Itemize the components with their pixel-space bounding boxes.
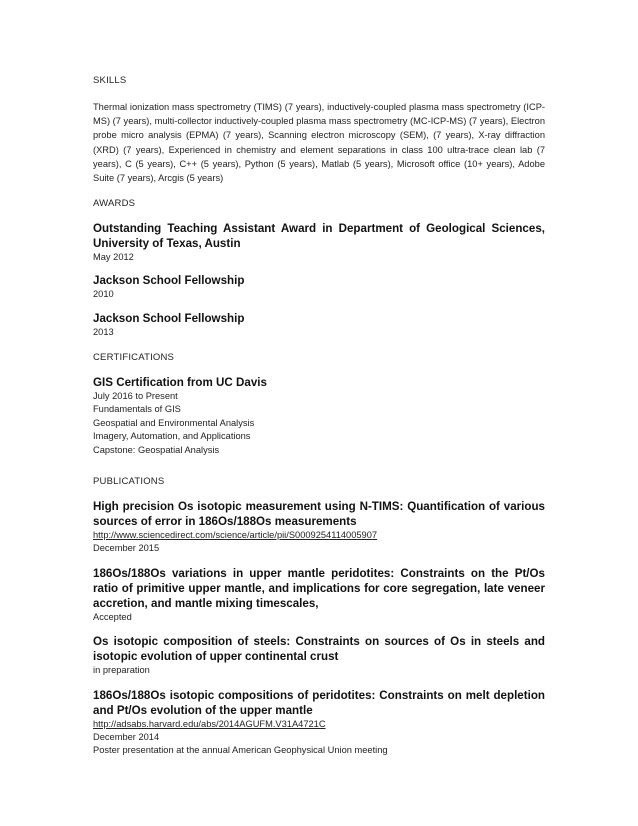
certification-course: Imagery, Automation, and Applications [93, 431, 251, 442]
publication-title: 186Os/188Os isotopic compositions of peridotites: Constraints on melt depletion and Pt/Os evolution of the upper mantle [93, 688, 545, 717]
awards-section [93, 198, 545, 339]
publication-item [93, 566, 545, 624]
certification-date: July 2016 to Present [93, 391, 178, 401]
certification-course: Fundamentals of GIS [93, 404, 181, 415]
award-title: Jackson School Fellowship [93, 274, 245, 288]
skills-heading: SKILLS [93, 75, 127, 86]
certifications-heading: CERTIFICATIONS [93, 352, 175, 363]
publication-item [93, 634, 545, 677]
award-date: 2013 [93, 326, 114, 337]
publication-date: December 2015 [93, 543, 160, 554]
certification-course: Capstone: Geospatial Analysis [93, 444, 220, 455]
award-date: May 2012 [93, 252, 134, 262]
publication-link[interactable]: http://adsabs.harvard.edu/abs/2014AGUFM.V31A4721C [93, 718, 326, 729]
award-item [93, 311, 545, 339]
certifications-section [93, 352, 545, 457]
award-title: Outstanding Teaching Assistant Award in Department of Geological Sciences, University of Texas, Austin [93, 222, 545, 250]
publication-status: in preparation [93, 665, 150, 676]
publication-title: 186Os/188Os variations in upper mantle peridotites: Constraints on the Pt/Os ratio of primitive upper mantle, and implications for core segregation, late veneer accretion, and mantle mixing timescales, [93, 566, 545, 610]
publication-item [93, 688, 545, 758]
skills-section [93, 75, 545, 185]
skills-text: Thermal ionization mass spectrometry (TIMS) (7 years), inductively-coupled plasma mass spectrometry (ICP-MS) (7 years), multi-collector inductively-coupled plasma mass spectrometry (MC-ICP-MS) (7 years), Electron probe micro analysis (EPMA) (7 years), Scanning electron microscopy (SEM), (7 years), X-ray diffraction (XRD) (7 years), Experienced in chemistry and element separations in class 100 ultra-trace clean lab (7 years), C (5 years), C++ (5 years), Python (5 years), Matlab (5 years), Microsoft office (10+ years), Adobe Suite (7 years), Arcgis (5 years) [93, 102, 545, 184]
publication-status: Accepted [93, 611, 132, 622]
award-item [93, 221, 545, 264]
publications-heading: PUBLICATIONS [93, 476, 165, 487]
publication-link[interactable]: http://www.sciencedirect.com/science/article/pii/S0009254114005907 [93, 530, 378, 540]
awards-heading: AWARDS [93, 198, 136, 209]
publication-title: High precision Os isotopic measurement using N-TIMS: Quantification of various sources of error in 186Os/188Os measurements [93, 500, 545, 528]
publication-note: Poster presentation at the annual American Geophysical Union meeting [93, 745, 388, 756]
certification-course: Geospatial and Environmental Analysis [93, 417, 255, 428]
publication-title: Os isotopic composition of steels: Constraints on sources of Os in steels and isotopic evolution of upper continental crust [93, 635, 545, 664]
certification-title: GIS Certification from UC Davis [93, 376, 267, 389]
award-title: Jackson School Fellowship [93, 311, 245, 325]
publication-date: December 2014 [93, 732, 160, 743]
award-date: 2010 [93, 289, 114, 300]
publications-section [93, 476, 545, 758]
award-item [93, 273, 545, 301]
publication-item [93, 499, 545, 556]
